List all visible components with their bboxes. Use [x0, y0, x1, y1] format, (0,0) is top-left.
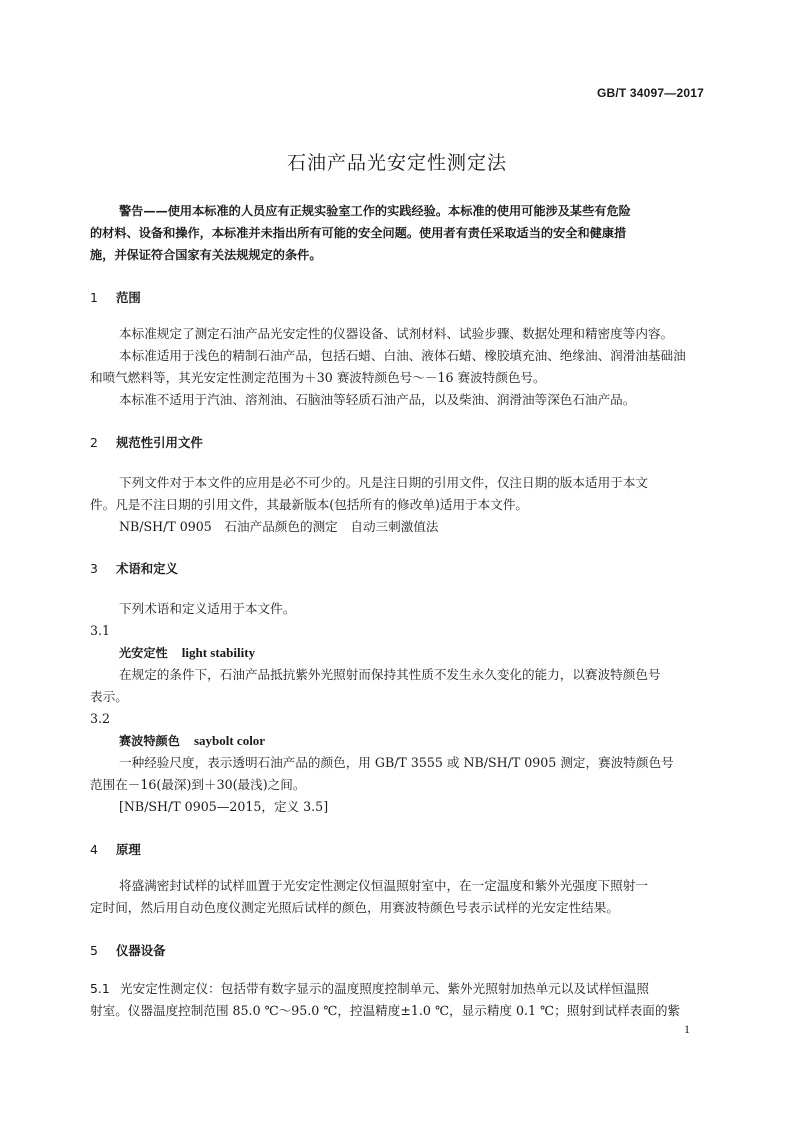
- scope-line-4: 本标准不适用于汽油、溶剂油、石脑油等轻质石油产品，以及柴油、润滑油等深色石油产品。: [119, 392, 636, 407]
- section-3-heading: [90, 559, 178, 577]
- section-1-title: 范围: [116, 290, 141, 305]
- warning-line-3: 施，并保证符合国家有关法规规定的条件。: [90, 248, 322, 262]
- section-5-number: 5: [90, 943, 98, 958]
- equipment-line-2: 射室。仪器温度控制范围 85.0 ℃～95.0 ℃，控温精度±1.0 ℃，显示精度 0.1 ℃；照射到试样表面的紫: [90, 1003, 681, 1018]
- reference-item: NB/SH/T 0905 石油产品颜色的测定 自动三刺激值法: [119, 519, 439, 534]
- scope-line-3: 和喷气燃料等，其光安定性测定范围为＋30 赛波特颜色号～－16 赛波特颜色号。: [90, 370, 546, 385]
- scope-line-1: 本标准规定了测定石油产品光安定性的仪器设备、试剂材料、试验步骤、数据处理和精密度等内容。: [119, 326, 674, 341]
- warning-line-2: 的材料、设备和操作，本标准并未指出所有可能的安全问题。使用者有责任采取适当的安全和健康措: [90, 226, 627, 240]
- subsection-5-1-number: 5.1: [90, 981, 110, 996]
- terms-intro: 下列术语和定义适用于本文件。: [119, 601, 296, 616]
- term-3-1-en: light stability: [181, 645, 256, 660]
- principle-line-2: 定时间，然后用自动色度仪测定光照后试样的颜色，用赛波特颜色号表示试样的光安定性结果。: [90, 900, 619, 915]
- page-title: 石油产品光安定性测定法: [286, 152, 507, 174]
- term-3-2-number: 3.2: [90, 711, 111, 726]
- section-5-heading: [90, 941, 166, 959]
- term-3-2-en: saybolt color: [193, 733, 266, 748]
- warning-line-1: 警告——使用本标准的人员应有正规实验室工作的实践经验。本标准的使用可能涉及某些有危险: [119, 204, 631, 218]
- section-2-heading: [90, 433, 203, 451]
- equipment-line-1: [90, 978, 649, 1000]
- equipment-line-1-text: 光安定性测定仪：包括带有数字显示的温度照度控制单元、紫外光照射加热单元以及试样恒温照: [120, 981, 649, 996]
- term-3-1-heading: [119, 642, 255, 664]
- term-3-2-def-line-1: 一种经验尺度，表示透明石油产品的颜色，用 GB/T 3555 或 NB/SH/T 0905 测定，赛波特颜色号: [119, 755, 674, 770]
- term-3-2-heading: [119, 730, 265, 752]
- term-3-1-def-line-2: 表示。: [90, 689, 128, 704]
- section-5-title: 仪器设备: [116, 943, 166, 958]
- section-4-title: 原理: [116, 842, 141, 857]
- term-3-1-cn: 光安定性: [119, 646, 168, 660]
- references-line-1: 下列文件对于本文件的应用是必不可少的。凡是注日期的引用文件，仅注日期的版本适用于本文: [119, 475, 648, 490]
- standard-number: GB/T 34097—2017: [596, 86, 704, 100]
- section-4-number: 4: [90, 842, 98, 857]
- page-number: 1: [684, 1022, 690, 1036]
- section-2-number: 2: [90, 435, 98, 450]
- section-1-heading: [90, 288, 141, 306]
- section-3-number: 3: [90, 561, 98, 576]
- section-4-heading: [90, 840, 141, 858]
- scope-line-2: 本标准适用于浅色的精制石油产品，包括石蜡、白油、液体石蜡、橡胶填充油、绝缘油、润滑油基础油: [119, 348, 686, 363]
- term-3-2-def-line-2: 范围在－16(最深)到＋30(最浅)之间。: [90, 777, 306, 792]
- term-3-2-cn: 赛波特颜色: [119, 734, 180, 748]
- term-3-1-def-line-1: 在规定的条件下，石油产品抵抗紫外光照射而保持其性质不发生永久变化的能力，以赛波特颜色号: [119, 667, 661, 682]
- section-2-title: 规范性引用文件: [116, 435, 203, 450]
- term-3-1-number: 3.1: [90, 623, 111, 638]
- principle-line-1: 将盛满密封试样的试样皿置于光安定性测定仪恒温照射室中，在一定温度和紫外光强度下照射一: [119, 878, 648, 893]
- section-1-number: 1: [90, 290, 98, 305]
- term-3-2-source: [NB/SH/T 0905—2015，定义 3.5]: [119, 799, 329, 814]
- section-3-title: 术语和定义: [116, 561, 178, 576]
- references-line-2: 件。凡是不注日期的引用文件，其最新版本(包括所有的修改单)适用于本文件。: [90, 497, 529, 512]
